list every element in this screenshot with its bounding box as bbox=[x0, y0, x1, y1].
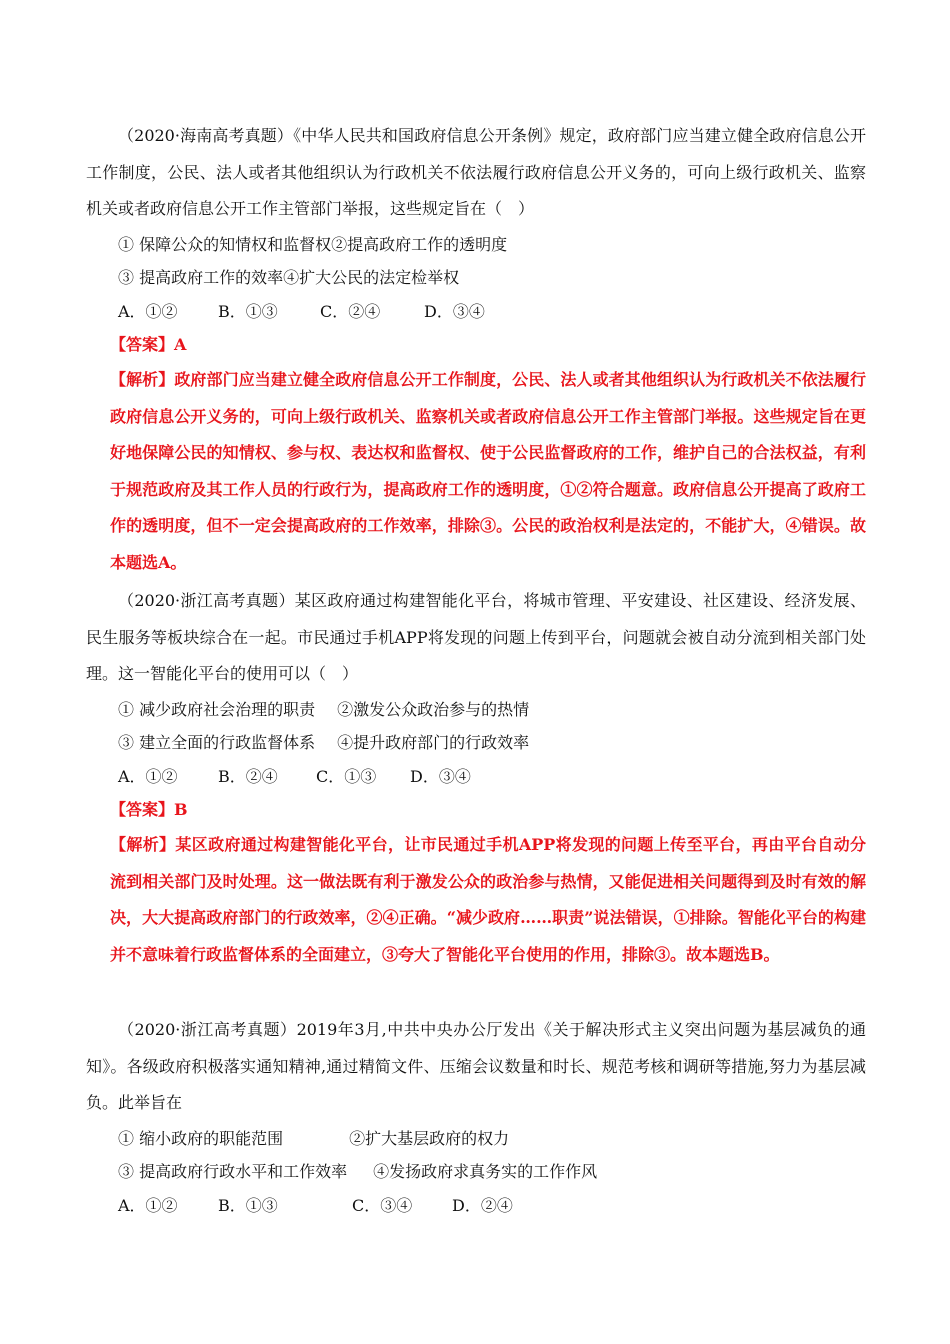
choice-b: B．②④ bbox=[218, 766, 278, 786]
choice-d: D．③④ bbox=[424, 301, 485, 321]
analysis-text: 【解析】政府部门应当建立健全政府信息公开工作制度，公民、法人或者其他组织认为行政机关不依法履行政府信息公开义务的，可向上级行政机关、监察机关或者政府信息公开工作主管部门举报。这些规定旨在更好地保障公民的知情权、参与权、表达权和监督权、使于公民监督政府的工作，维护自己的合法权益，有利于规范政府及其工作人员的行政行为，提高政府工作的透明度，①②符合题意。政府信息公开提高了政府工作的透明度，但不一定会提高政府的工作效率，排除③。公民的政治权利是法定的，不能扩大，④错误。故本题选A。 bbox=[110, 370, 866, 572]
choice-c: C．③④ bbox=[352, 1195, 413, 1215]
question-2 bbox=[86, 583, 866, 973]
option-1: ① 缩小政府的职能范围 bbox=[118, 1128, 284, 1148]
analysis-text: 【解析】某区政府通过构建智能化平台，让市民通过手机APP将发现的问题上传至平台，再由平台自动分流到相关部门及时处理。这一做法既有利于激发公众的政治参与热情，又能促进相关问题得到及时有效的解决，大大提高政府部门的行政效率，②④正确。“减少政府……职责”说法错误，①排除。智能化平台的构建并不意味着行政监督体系的全面建立，③夸大了智能化平台使用的作用，排除③。故本题选B。 bbox=[110, 835, 866, 964]
option-line: ③ 提高政府工作的效率④扩大公民的法定检举权 bbox=[118, 268, 460, 287]
answer-label: 【答案】B bbox=[110, 800, 188, 819]
choice-a: A．①② bbox=[118, 766, 178, 786]
option-line bbox=[86, 726, 866, 760]
question-stem: （2020·浙江高考真题）2019年3月,中共中央办公厅发出《关于解决形式主义突出问题为基层减负的通知》。各级政府积极落实通知精神,通过精简文件、压缩会议数量和时长、规范考核和调研等措施,努力为基层减负。此举旨在 bbox=[86, 1020, 866, 1112]
choice-d: D．②④ bbox=[452, 1195, 513, 1215]
choice-d: D．③④ bbox=[410, 766, 471, 786]
option-line: ① 保障公众的知情权和监督权②提高政府工作的透明度 bbox=[118, 234, 508, 254]
option-line bbox=[86, 1122, 866, 1156]
option-2: ②扩大基层政府的权力 bbox=[349, 1128, 510, 1148]
option-line bbox=[86, 693, 866, 727]
option-line bbox=[86, 1155, 866, 1189]
option-2: ②激发公众政治参与的热情 bbox=[337, 699, 530, 719]
choice-b: B．①③ bbox=[218, 301, 278, 321]
question-stem: （2020·浙江高考真题）某区政府通过构建智能化平台，将城市管理、平安建设、社区建设、经济发展、民生服务等板块综合在一起。市民通过手机APP将发现的问题上传到平台，问题就会被自动分流到相关部门处理。这一智能化平台的使用可以（ ） bbox=[86, 591, 866, 683]
answer-label: 【答案】A bbox=[110, 335, 187, 354]
question-1 bbox=[86, 118, 866, 581]
option-4: ④提升政府部门的行政效率 bbox=[337, 733, 530, 752]
choice-a: A．①② bbox=[118, 1195, 178, 1215]
choice-a: A．①② bbox=[118, 301, 178, 321]
question-3 bbox=[86, 1012, 866, 1222]
answer-choices bbox=[86, 295, 866, 329]
choice-c: C．①③ bbox=[316, 766, 377, 786]
option-3: ③ 建立全面的行政监督体系 bbox=[118, 733, 316, 752]
choice-b: B．①③ bbox=[218, 1195, 278, 1215]
answer-choices bbox=[86, 760, 866, 794]
option-3: ③ 提高政府行政水平和工作效率 bbox=[118, 1162, 348, 1181]
option-1: ① 减少政府社会治理的职责 bbox=[118, 699, 316, 719]
answer-choices bbox=[86, 1189, 866, 1223]
option-4: ④发扬政府求真务实的工作作风 bbox=[373, 1162, 598, 1181]
question-stem: （2020·海南高考真题）《中华人民共和国政府信息公开条例》规定，政府部门应当建立健全政府信息公开工作制度，公民、法人或者其他组织认为行政机关不依法履行政府信息公开义务的，可向上级行政机关、监察机关或者政府信息公开工作主管部门举报，这些规定旨在（ ） bbox=[86, 126, 866, 218]
choice-c: C．②④ bbox=[320, 301, 381, 321]
